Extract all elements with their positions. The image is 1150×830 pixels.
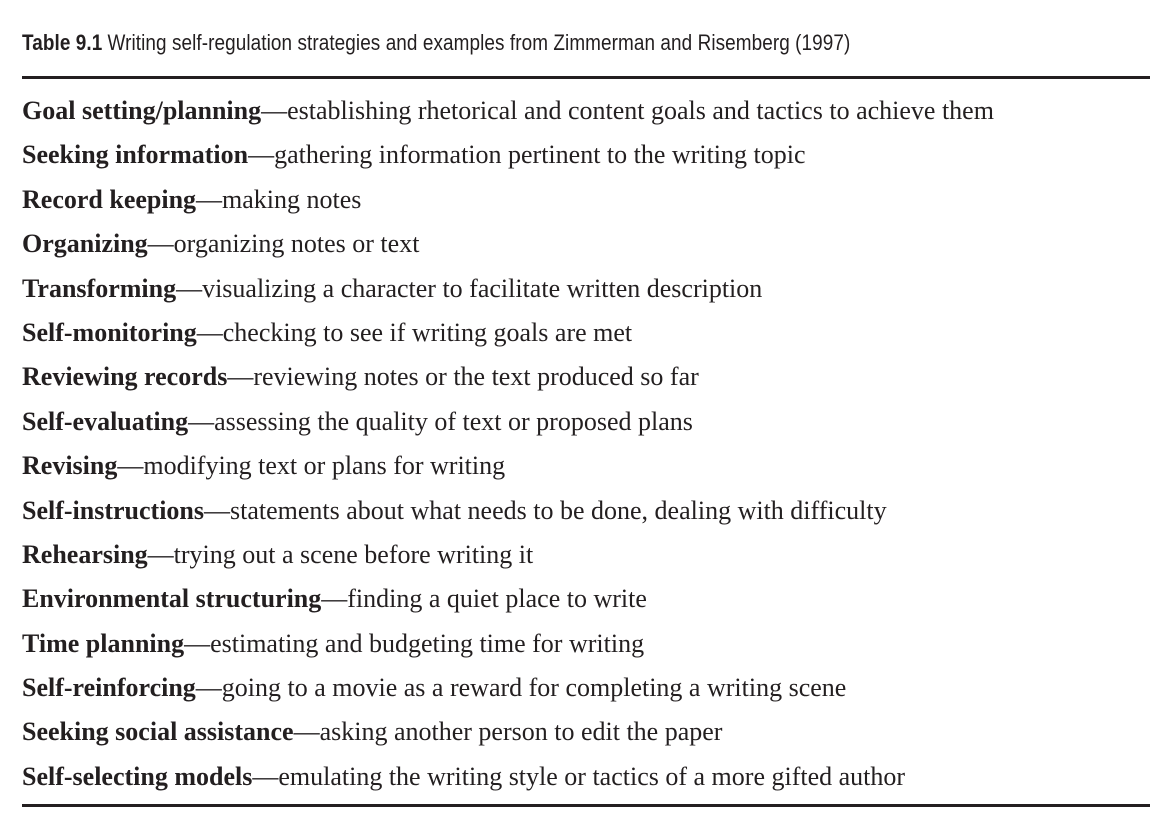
strategy-row xyxy=(22,670,1150,714)
strategy-row xyxy=(22,226,1150,270)
strategy-term: Self-selecting models xyxy=(22,761,253,791)
strategy-row xyxy=(22,626,1150,670)
strategy-description: making notes xyxy=(222,184,362,214)
strategy-description: trying out a scene before writing it xyxy=(173,539,534,569)
strategy-term: Organizing xyxy=(22,229,148,259)
bottom-rule xyxy=(22,804,1150,807)
strategy-description: estimating and budgeting time for writing xyxy=(210,628,645,658)
strategy-description: establishing rhetorical and content goals and tactics to achieve them xyxy=(287,96,994,125)
strategy-term: Goal setting/planning xyxy=(22,96,262,125)
strategy-description: asking another person to edit the paper xyxy=(319,717,723,747)
em-dash: — xyxy=(147,539,174,569)
strategy-row xyxy=(22,714,1150,758)
strategy-term: Self-instructions xyxy=(22,495,204,525)
strategy-term: Transforming xyxy=(22,273,177,303)
strategy-row xyxy=(22,537,1150,581)
em-dash: — xyxy=(117,451,144,481)
strategy-description: checking to see if writing goals are met xyxy=(222,317,633,347)
strategy-term: Time planning xyxy=(22,628,185,658)
em-dash: — xyxy=(188,406,215,436)
em-dash: — xyxy=(321,584,348,614)
strategy-term: Revising xyxy=(22,451,118,481)
strategy-description: assessing the quality of text or proposed plans xyxy=(214,406,693,436)
em-dash: — xyxy=(147,229,174,259)
em-dash: — xyxy=(204,495,230,525)
em-dash: — xyxy=(293,717,320,747)
table-caption xyxy=(22,30,850,56)
strategy-row xyxy=(22,581,1150,625)
em-dash: — xyxy=(261,96,288,125)
strategy-term: Seeking social assistance xyxy=(22,717,294,747)
strategy-term: Seeking information xyxy=(22,140,249,170)
strategy-description: reviewing notes or the text produced so far xyxy=(253,362,699,392)
em-dash: — xyxy=(252,761,279,791)
strategy-description: going to a movie as a reward for completing a writing scene xyxy=(221,673,847,703)
em-dash: — xyxy=(248,140,275,170)
top-rule xyxy=(22,76,1150,79)
strategy-description: gathering information pertinent to the writing topic xyxy=(274,140,806,170)
strategy-description: finding a quiet place to write xyxy=(347,584,647,614)
strategy-list xyxy=(22,93,1150,803)
em-dash: — xyxy=(196,184,223,214)
strategy-description: modifying text or plans for writing xyxy=(143,451,506,481)
em-dash: — xyxy=(195,673,222,703)
strategy-row xyxy=(22,404,1150,448)
table-number: Table 9.1 xyxy=(22,30,103,55)
strategy-description: organizing notes or text xyxy=(173,229,420,259)
em-dash: — xyxy=(227,362,254,392)
strategy-row xyxy=(22,359,1150,403)
strategy-row xyxy=(22,137,1150,181)
strategy-row xyxy=(22,315,1150,359)
strategy-description: visualizing a character to facilitate written description xyxy=(202,273,763,303)
strategy-term: Record keeping xyxy=(22,184,197,214)
em-dash: — xyxy=(196,317,223,347)
em-dash: — xyxy=(184,628,211,658)
strategy-row xyxy=(22,448,1150,492)
strategy-description: statements about what needs to be done, dealing with difficulty xyxy=(230,495,887,525)
strategy-row xyxy=(22,182,1150,226)
strategy-row xyxy=(22,271,1150,315)
strategy-term: Rehearsing xyxy=(22,539,148,569)
strategy-term: Self-evaluating xyxy=(22,406,189,436)
strategy-term: Environmental structuring xyxy=(22,584,322,614)
strategy-row xyxy=(22,759,1150,803)
em-dash: — xyxy=(176,273,203,303)
table-title: Writing self-regulation strategies and examples from Zimmerman and Risemberg (1997) xyxy=(107,30,851,55)
strategy-description: emulating the writing style or tactics of a more gifted author xyxy=(278,761,906,791)
strategy-term: Self-reinforcing xyxy=(22,673,196,703)
strategy-term: Reviewing records xyxy=(22,362,228,392)
strategy-term: Self-monitoring xyxy=(22,317,197,347)
strategy-row xyxy=(22,493,1150,537)
strategy-row xyxy=(22,93,1150,137)
